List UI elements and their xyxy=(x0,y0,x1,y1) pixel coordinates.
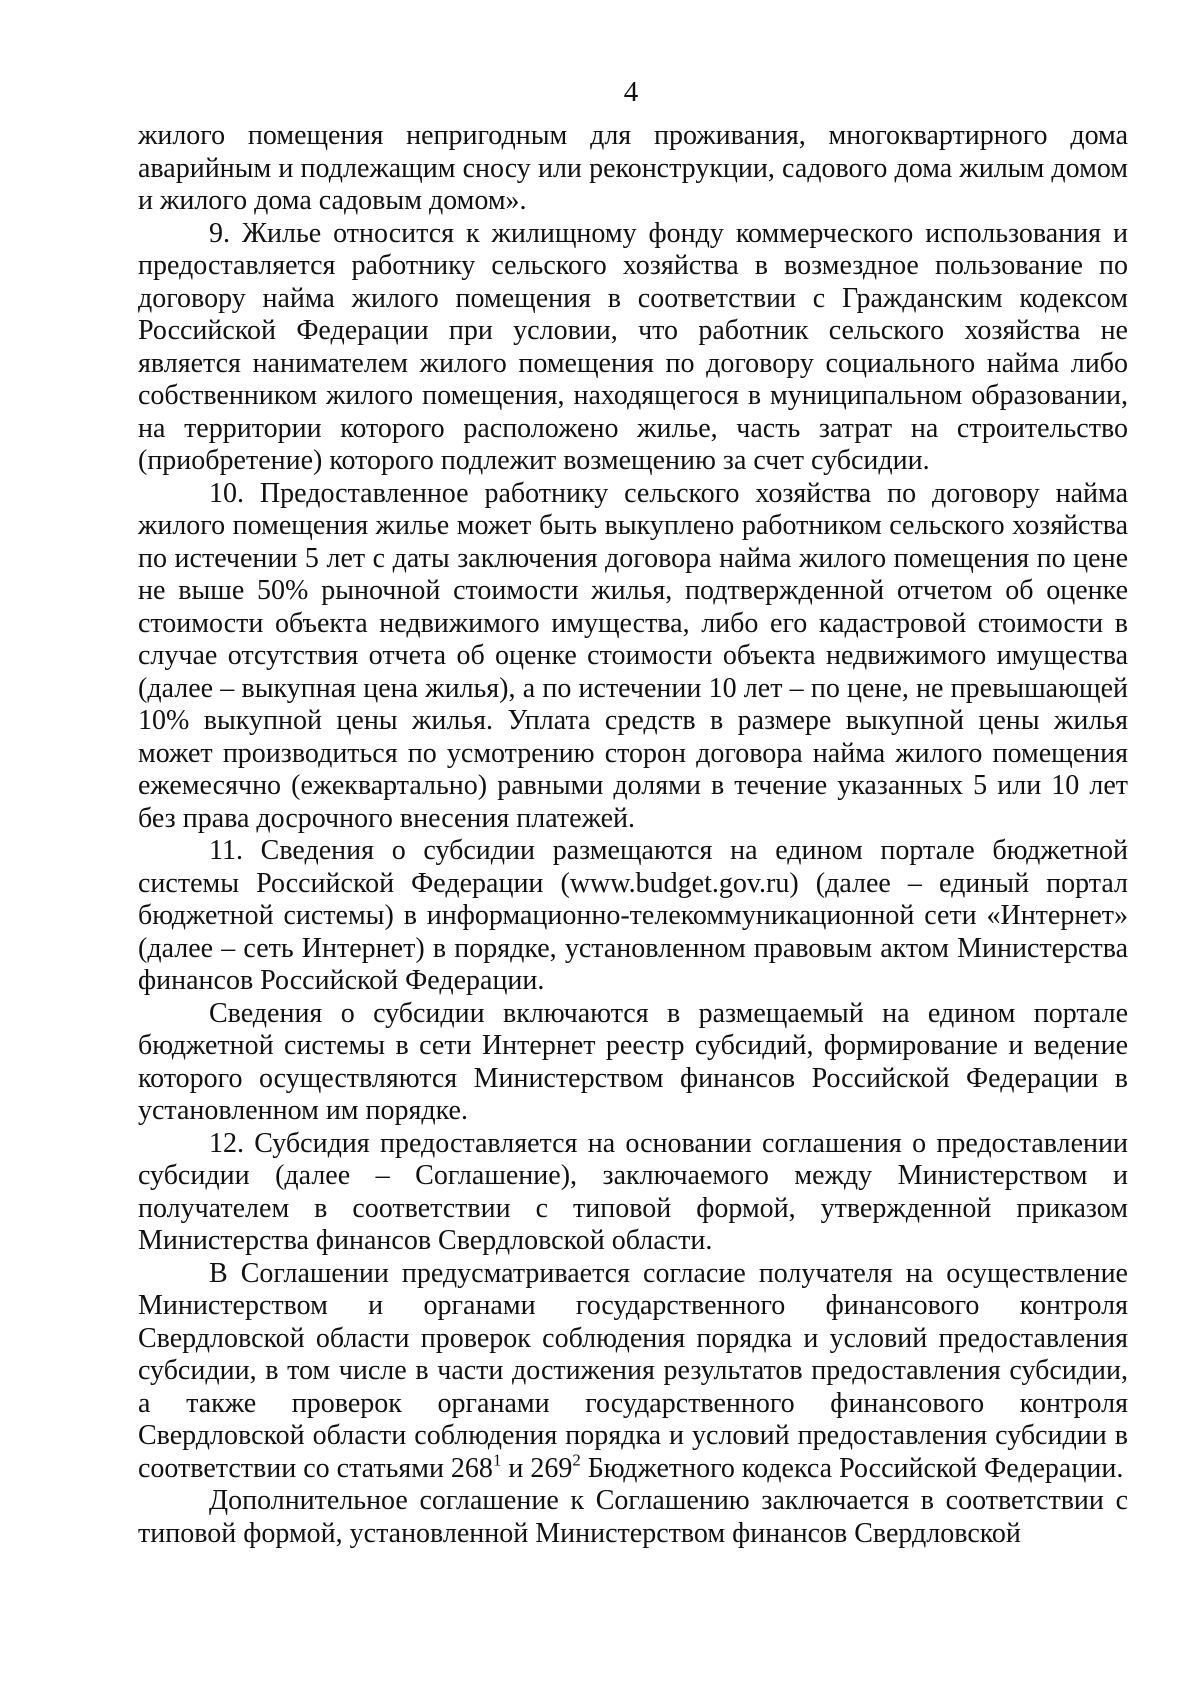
paragraph-12: 12. Субсидия предоставляется на основании соглашения о предоставлении субсидии (далее – Соглашение), заключаемого между Министерством и получателем в соответствии с типовой формой, утвержденной приказом Министерства финансов Свердловской области. xyxy=(138,1127,1128,1256)
paragraph-12-additional: Дополнительное соглашение к Соглашению заключается в соответствии с типовой формой, установленной Министерством финансов Свердловской xyxy=(138,1485,1128,1549)
paragraph-11-registry: Сведения о субсидии включаются в размещаемый на едином портале бюджетной системы в сети Интернет реестр субсидий, формирование и ведение которого осуществляются Министерством финансов Российской Федерации в установленном им порядке. xyxy=(138,997,1128,1126)
paragraph-11: 11. Сведения о субсидии размещаются на едином портале бюджетной системы Российской Федерации (www.budget.gov.ru) (далее – единый портал бюджетной системы) в информационно-телекоммуникационной сети «Интернет» (далее – сеть Интернет) в порядке, установленном правовым актом Министерства финансов Российской Федерации. xyxy=(138,835,1128,996)
paragraph-12-consent-middle: и 269 xyxy=(501,1452,573,1484)
paragraph-10: 10. Предоставленное работнику сельского хозяйства по договору найма жилого помещения жилье может быть выкуплено работником сельского хозяйства по истечении 5 лет с даты заключения договора найма жилого помещения по цене не выше 50% рыночной стоимости жилья, подтвержденной отчетом об оценке стоимости объекта недвижимого имущества, либо его кадастровой стоимости в случае отсутствия отчета об оценке стоимости объекта недвижимого имущества (далее – выкупная цена жилья), а по истечении 10 лет – по цене, не превышающей 10% выкупной цены жилья. Уплата средств в размере выкупной цены жилья может производиться по усмотрению сторон договора найма жилого помещения ежемесячно (ежеквартально) равными долями в течение указанных 5 или 10 лет без права досрочного внесения платежей. xyxy=(138,477,1128,834)
document-body xyxy=(138,120,1128,1550)
page-number: 4 xyxy=(623,76,639,108)
paragraph-12-consent xyxy=(138,1258,1128,1486)
paragraph-continuation: жилого помещения непригодным для проживания, многоквартирного дома аварийным и подлежащим сносу или реконструкции, садового дома жилым домом и жилого дома садовым домом». xyxy=(138,120,1128,216)
paragraph-12-consent-end: Бюджетного кодекса Российской Федерации. xyxy=(580,1452,1124,1484)
paragraph-12-consent-text: В Соглашении предусматривается согласие получателя на осуществление Министерством и органами государственного финансового контроля Свердловской области проверок соблюдения порядка и условий предоставления субсидии, в том числе в части достижения результатов предоставления субсидии, а также проверок органами государственного финансового контроля Свердловской области соблюдения порядка и условий предоставления субсидии в соответствии со статьями 268 xyxy=(138,1257,1128,1484)
article-269-superscript: 2 xyxy=(572,1449,581,1469)
article-268-superscript: 1 xyxy=(492,1449,502,1469)
paragraph-9: 9. Жилье относится к жилищному фонду коммерческого использования и предоставляется работнику сельского хозяйства в возмездное пользование по договору найма жилого помещения в соответствии с Гражданским кодексом Российской Федерации при условии, что работник сельского хозяйства не является нанимателем жилого помещения по договору социального найма либо собственником жилого помещения, находящегося в муниципальном образовании, на территории которого расположено жилье, часть затрат на строительство (приобретение) которого подлежит возмещению за счет субсидии. xyxy=(138,217,1128,476)
